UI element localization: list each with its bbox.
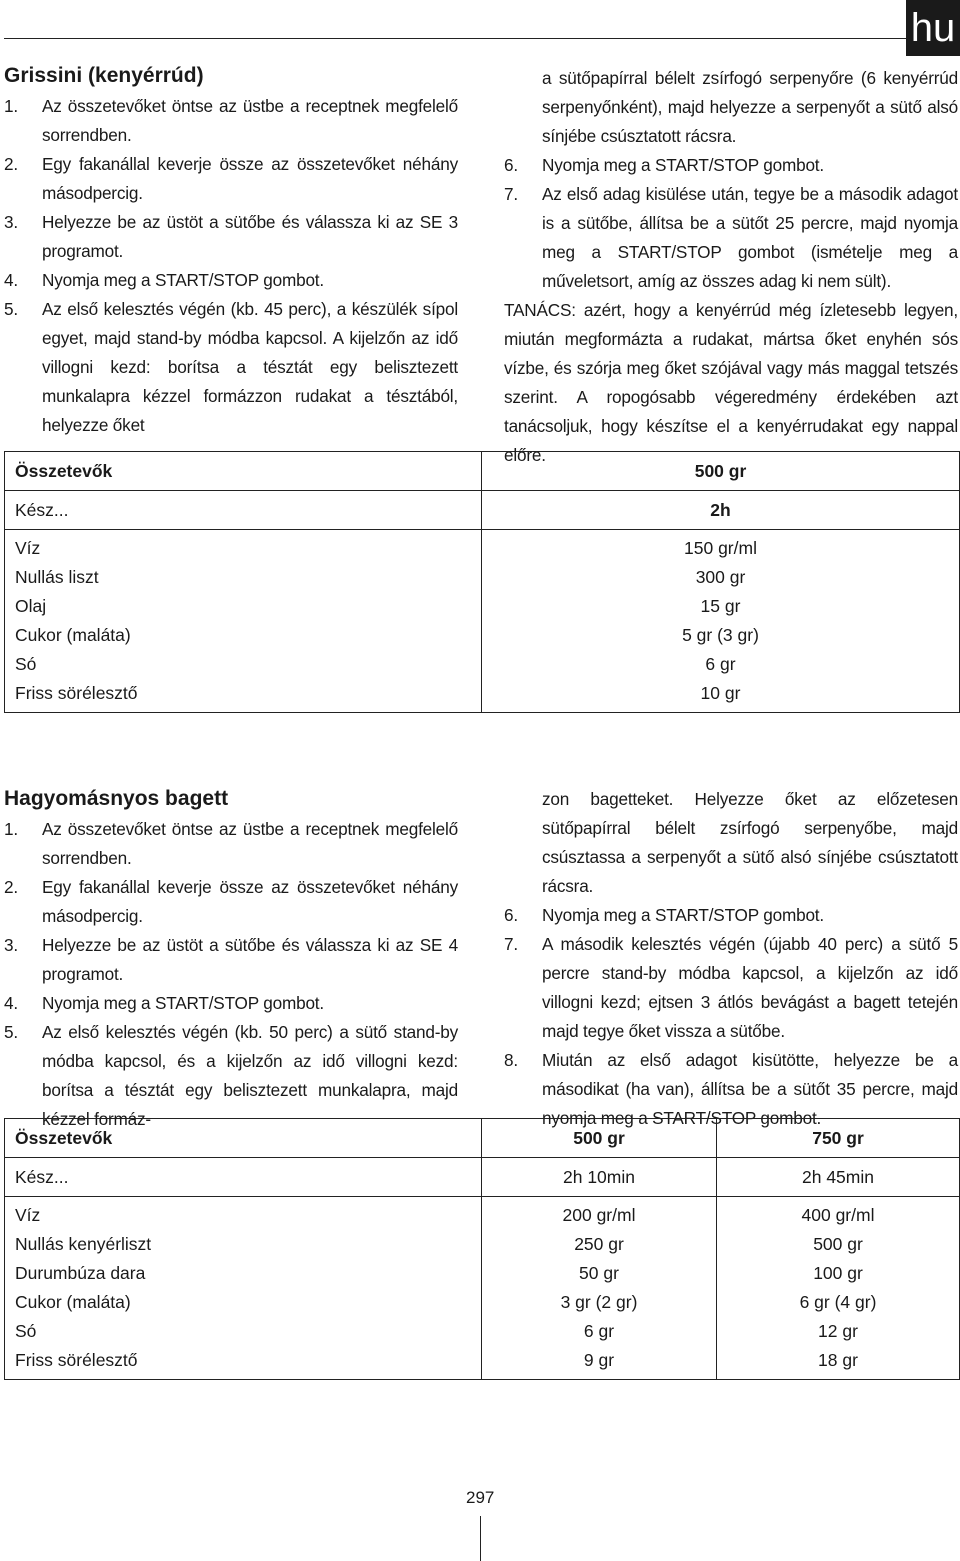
language-badge: hu <box>906 0 960 56</box>
grissini-title: Grissini (kenyérrúd) <box>4 64 204 87</box>
amount: 200 gr/ml <box>562 1205 636 1225</box>
ingredient: Cukor (maláta) <box>15 625 131 645</box>
amount: 15 gr <box>700 596 741 616</box>
ingredient-list <box>5 530 482 713</box>
grissini-step-2 <box>4 150 458 208</box>
table-header-ingredients: Összetevők <box>5 1119 482 1158</box>
step-text: a sütőpapírral bélelt zsírfogó serpenyőre (6 kenyérrúd serpenyőnként), majd helyezze a serpenyőt a sütő alsó sínjébe csúsztatott rácsra. <box>542 68 958 146</box>
grissini-step-7 <box>504 180 958 296</box>
amount: 12 gr <box>818 1321 858 1341</box>
bagett-step-2 <box>4 873 458 931</box>
bagett-step-7 <box>504 930 958 1046</box>
ready-label: Kész... <box>5 491 482 530</box>
bagett-step-5-continued <box>504 785 958 901</box>
step-text: Helyezze be az üstöt a sütőbe és válassza ki az SE 4 programot. <box>42 935 458 984</box>
step-text: Egy fakanállal keverje össze az összetevőket néhány másodpercig. <box>42 154 458 203</box>
amount: 3 gr (2 gr) <box>560 1292 638 1312</box>
step-text: Az összetevőket öntse az üstbe a receptnek megfelelő sorrendben. <box>42 96 458 145</box>
grissini-step-1 <box>4 92 458 150</box>
step-number: 5. <box>4 299 18 319</box>
ingredient: Víz <box>15 1205 41 1225</box>
step-text: Nyomja meg a START/STOP gombot. <box>42 993 324 1013</box>
step-number: 2. <box>4 154 18 174</box>
amount: 50 gr <box>579 1263 619 1283</box>
page-number: 297 <box>466 1488 495 1507</box>
bagett-step-1 <box>4 815 458 873</box>
step-number: 4. <box>4 993 18 1013</box>
step-number: 8. <box>504 1050 518 1070</box>
amount: 100 gr <box>813 1263 863 1283</box>
grissini-step-4 <box>4 266 458 295</box>
amount-list-b <box>717 1197 960 1380</box>
step-text: Nyomja meg a START/STOP gombot. <box>542 905 824 925</box>
ingredient: Víz <box>15 538 41 558</box>
grissini-tip: TANÁCS: azért, hogy a kenyérrúd még ízletesebb legyen, miután megformázta a rudakat, mártsa őket enyhén sós vízbe, és szórja meg őket szójával vagy más maggal tetszés szerint. A ropogósabb végeredmény érdekében azt tanácsoljuk, hogy készítse el a kenyérrudakat egy nappal előre. <box>504 300 958 465</box>
amount: 250 gr <box>574 1234 624 1254</box>
ready-value-b: 2h 45min <box>717 1158 960 1197</box>
amount: 400 gr/ml <box>801 1205 875 1225</box>
amount: 150 gr/ml <box>684 538 757 558</box>
amount: 6 gr <box>705 654 736 674</box>
ingredient: Nullás liszt <box>15 567 99 587</box>
grissini-ingredients-table <box>4 451 960 713</box>
ingredient: Só <box>15 654 37 674</box>
ingredient: Friss sörélesztő <box>15 683 138 703</box>
grissini-left-column <box>4 92 458 440</box>
top-rule <box>4 38 908 39</box>
step-text: Az első adag kisülése után, tegye be a második adagot is a sütőbe, állítsa be a sütőt 25 percre, majd nyomja meg a START/STOP gombot (ismételje meg a műveletsort, amíg az összes adag ki nem sült). <box>542 184 958 291</box>
grissini-step-5 <box>4 295 458 440</box>
amount: 5 gr (3 gr) <box>682 625 759 645</box>
step-number: 1. <box>4 819 18 839</box>
bagett-step-4 <box>4 989 458 1018</box>
amount: 6 gr <box>583 1321 615 1341</box>
step-text: Miután az első adagot kisütötte, helyezze be a másodikat (ha van), állítsa be a sütőt 35 percre, majd nyomja meg a START/STOP gombot. <box>542 1050 958 1128</box>
bagett-step-6 <box>504 901 958 930</box>
ingredient: Só <box>15 1321 37 1341</box>
grissini-step-5-continued <box>504 64 958 151</box>
ingredient: Cukor (maláta) <box>15 1292 131 1312</box>
grissini-step-3 <box>4 208 458 266</box>
step-text: Egy fakanállal keverje össze az összetevőket néhány másodpercig. <box>42 877 458 926</box>
amount: 10 gr <box>700 683 741 703</box>
amount: 500 gr <box>813 1234 863 1254</box>
table-header-size-a: 500 gr <box>482 1119 717 1158</box>
step-number: 6. <box>504 905 518 925</box>
amount: 300 gr <box>695 567 746 587</box>
step-text: Nyomja meg a START/STOP gombot. <box>42 270 324 290</box>
ingredient: Friss sörélesztő <box>15 1350 138 1370</box>
step-number: 4. <box>4 270 18 290</box>
bagett-step-3 <box>4 931 458 989</box>
ingredient: Nullás kenyérliszt <box>15 1234 152 1254</box>
amount-list-a <box>482 1197 717 1380</box>
step-number: 3. <box>4 212 18 232</box>
step-number: 2. <box>4 877 18 897</box>
table-header-ingredients: Összetevők <box>5 452 482 491</box>
step-number: 7. <box>504 184 518 204</box>
ready-value-a: 2h 10min <box>482 1158 717 1197</box>
amount-list <box>482 530 960 713</box>
amount: 9 gr <box>583 1350 615 1370</box>
ready-value: 2h <box>482 491 960 530</box>
grissini-step-6 <box>504 151 958 180</box>
table-header-size: 500 gr <box>482 452 960 491</box>
bagett-ingredients-table <box>4 1118 960 1380</box>
page-rule <box>480 1516 481 1561</box>
step-number: 7. <box>504 934 518 954</box>
ingredient: Durumbúza dara <box>15 1263 146 1283</box>
step-text: Az első kelesztés végén (kb. 45 perc), a készülék sípol egyet, majd stand-by módba kapcsol. A kijelzőn az idő villogni kezd: borítsa a tésztát egy belisztezett munkalapra kézzel formázzon rudakat a tésztából, helyezze őket <box>42 299 458 435</box>
step-text: Nyomja meg a START/STOP gombot. <box>542 155 824 175</box>
amount: 6 gr (4 gr) <box>799 1292 877 1312</box>
ingredient: Olaj <box>15 596 47 616</box>
step-number: 6. <box>504 155 518 175</box>
step-text: Helyezze be az üstöt a sütőbe és válassza ki az SE 3 programot. <box>42 212 458 261</box>
amount: 18 gr <box>818 1350 858 1370</box>
ingredient-list <box>5 1197 482 1380</box>
step-text: zon bagetteket. Helyezze őket az előzetesen sütőpapírral bélelt zsírfogó serpenyőbe, majd csúsztassa a serpenyőt a sütő alsó sínjébe csúsztatott rácsra. <box>542 789 958 896</box>
step-text: Az összetevőket öntse az üstbe a receptnek megfelelő sorrendben. <box>42 819 458 868</box>
step-number: 1. <box>4 96 18 116</box>
bagett-step-5 <box>4 1018 458 1134</box>
step-text: A második kelesztés végén (újabb 40 perc) a sütő 5 percre stand-by módba kapcsol, a kijelzőn az idő villogni kezd; ejtsen 3 átlós bevágást a bagett tetején majd tegye őket vissza a sütőbe. <box>542 934 958 1041</box>
ready-label: Kész... <box>5 1158 482 1197</box>
bagett-left-column <box>4 815 458 1134</box>
step-number: 5. <box>4 1022 18 1042</box>
table-header-size-b: 750 gr <box>717 1119 960 1158</box>
bagett-title: Hagyomásnyos bagett <box>4 787 229 810</box>
step-text: Az első kelesztés végén (kb. 50 perc) a sütő stand-by módba kapcsol, és a kijelzőn az idő villogni kezd: borítsa a tésztát egy belisztezett munkalapra, majd kézzel formáz- <box>42 1022 458 1129</box>
step-number: 3. <box>4 935 18 955</box>
bagett-right-column <box>504 785 958 1133</box>
grissini-right-column <box>504 64 958 470</box>
